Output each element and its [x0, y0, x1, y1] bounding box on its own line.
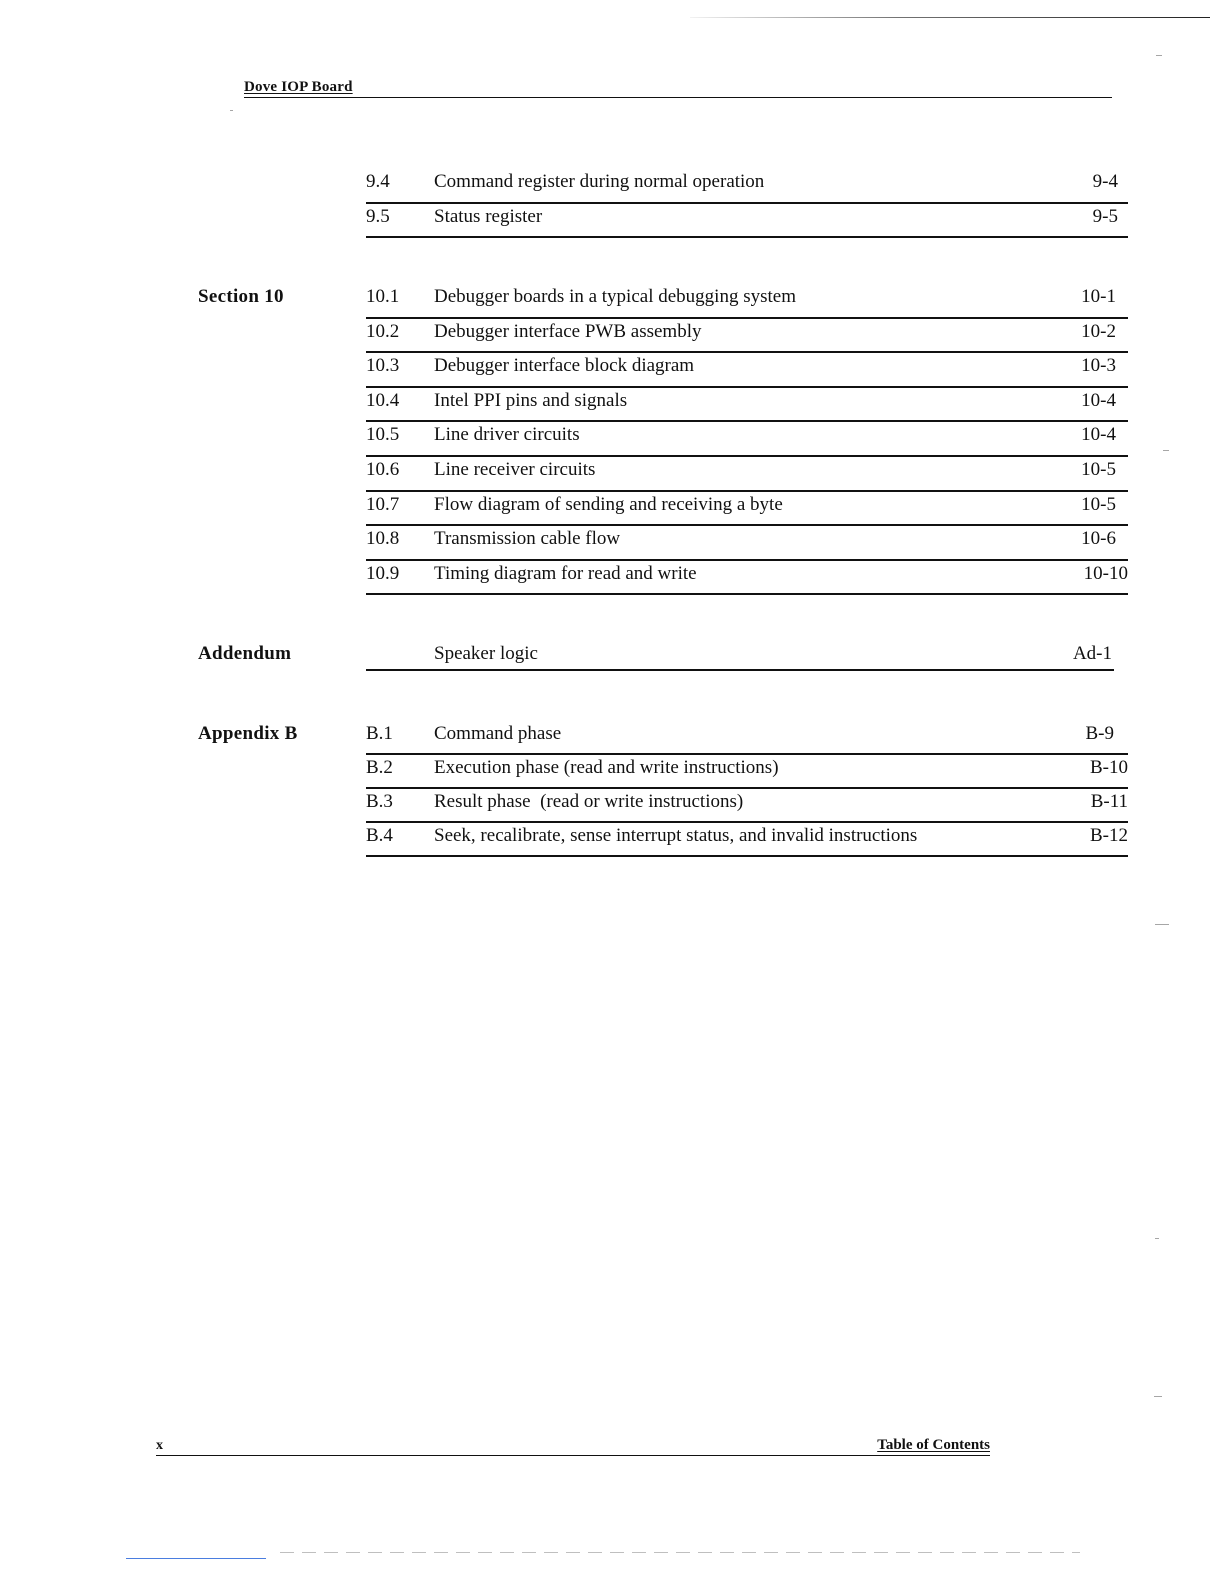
entry-number: 10.8 [366, 528, 400, 550]
entry-page: B-11 [1090, 791, 1128, 812]
entry-page: 10-2 [1081, 320, 1116, 342]
scan-speck [1155, 924, 1169, 925]
entry-number: 10.5 [366, 424, 400, 446]
toc-entry[interactable] [366, 422, 1128, 457]
entry-page: 10-4 [1081, 389, 1116, 411]
running-footer [156, 1437, 990, 1456]
entry-number: 10.3 [366, 355, 400, 377]
entry-page: 10-6 [1081, 528, 1116, 550]
entry-page: B-12 [1090, 825, 1128, 846]
scan-speck [230, 110, 233, 111]
scan-edge-line [280, 1552, 1080, 1553]
entry-number: B.4 [366, 825, 393, 846]
toc-entry[interactable] [366, 169, 1128, 204]
entry-number: 10.2 [366, 320, 400, 342]
entry-page: 10-3 [1081, 355, 1116, 377]
entry-page: B-10 [1090, 757, 1128, 778]
entry-number: 9.5 [366, 205, 390, 227]
group-label: Section 10 [198, 286, 284, 307]
entry-page: 9-5 [1092, 205, 1118, 227]
entry-number: 10.1 [366, 286, 400, 307]
entry-title: Seek, recalibrate, sense interrupt status, and invalid instructions [434, 825, 918, 846]
entry-title: Debugger boards in a typical debugging system [434, 286, 796, 307]
entry-title: Line driver circuits [434, 424, 580, 446]
toc-entry[interactable] [366, 319, 1128, 354]
entry-page: 10-5 [1081, 458, 1116, 480]
scan-speck [1163, 450, 1169, 451]
entry-number: 10.7 [366, 493, 400, 515]
toc-entry[interactable] [366, 641, 1114, 671]
toc-entry[interactable] [366, 388, 1128, 423]
toc-entry[interactable] [366, 721, 1128, 755]
toc-entry[interactable] [366, 561, 1128, 596]
entry-title: Line receiver circuits [434, 458, 596, 480]
toc-entry[interactable] [366, 789, 1128, 823]
entry-number: B.1 [366, 723, 393, 744]
entry-title: Execution phase (read and write instructions) [434, 757, 779, 778]
entry-page: Ad-1 [1072, 643, 1112, 664]
entry-title: Status register [434, 205, 543, 227]
toc-entry[interactable] [366, 457, 1128, 492]
entry-number: 10.6 [366, 458, 400, 480]
entry-title: Result phase (read or write instructions) [434, 791, 744, 812]
group-label: Addendum [198, 643, 292, 664]
toc-entry[interactable] [366, 353, 1128, 388]
running-header [244, 78, 1112, 98]
scan-edge-line [126, 1558, 266, 1559]
toc-entries [366, 721, 1128, 857]
entry-page: B-9 [1085, 723, 1114, 744]
entry-title: Flow diagram of sending and receiving a byte [434, 493, 783, 515]
toc-entries [366, 169, 1128, 238]
entry-page: 10-1 [1081, 286, 1116, 307]
entry-page: 10-10 [1083, 562, 1128, 584]
toc-entry[interactable] [366, 755, 1128, 789]
page-number: x [156, 1438, 163, 1453]
entry-title: Speaker logic [434, 643, 538, 664]
toc-entry[interactable] [366, 204, 1128, 239]
entry-title: Timing diagram for read and write [434, 562, 697, 584]
scan-speck [1154, 1396, 1162, 1397]
entry-number: 10.9 [366, 562, 400, 584]
entry-number: 10.4 [366, 389, 400, 411]
entry-page: 10-4 [1081, 424, 1116, 446]
entry-page: 10-5 [1081, 493, 1116, 515]
entry-number: B.2 [366, 757, 393, 778]
entry-title: Command register during normal operation [434, 171, 765, 192]
footer-title: Table of Contents [877, 1437, 990, 1453]
entry-number: B.3 [366, 791, 393, 812]
entry-page: 9-4 [1092, 171, 1118, 192]
entry-title: Debugger interface PWB assembly [434, 320, 702, 342]
toc-entry[interactable] [366, 823, 1128, 857]
toc-entry[interactable] [366, 492, 1128, 527]
toc-entry[interactable] [366, 526, 1128, 561]
scan-speck [1156, 55, 1162, 56]
running-header-title: Dove IOP Board [244, 79, 353, 95]
entry-number: 9.4 [366, 171, 390, 192]
entry-title: Transmission cable flow [434, 528, 621, 550]
entry-title: Debugger interface block diagram [434, 355, 695, 377]
toc-entries [366, 641, 1128, 671]
group-label: Appendix B [198, 723, 298, 744]
toc-entry[interactable] [366, 284, 1128, 319]
scan-edge-line [690, 17, 1210, 18]
entry-title: Command phase [434, 723, 562, 744]
toc-entries [366, 284, 1128, 595]
scan-speck [1155, 1238, 1159, 1239]
entry-title: Intel PPI pins and signals [434, 389, 628, 411]
